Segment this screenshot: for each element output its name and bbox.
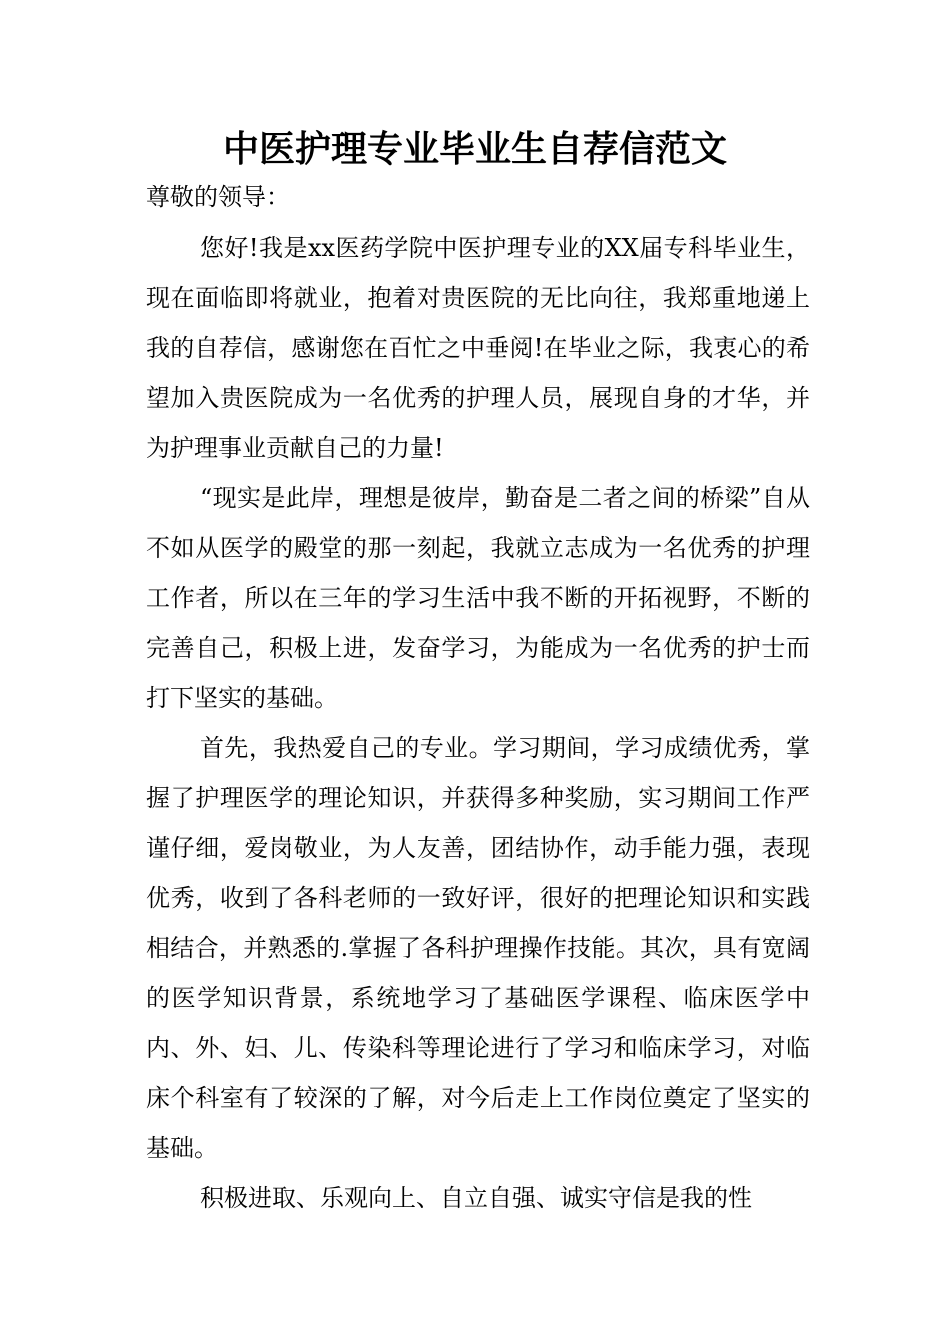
salutation: 尊敬的领导： (146, 183, 290, 211)
paragraph-greeting: 您好!我是xx医药学院中医护理专业的XX届专科毕业生，现在面临即将就业，抱着对贵医院的无比向往，我郑重地递上我的自荐信，感谢您在百忙之中垂阅!在毕业之际，我衷心的希望加入贵医院成为一名优秀的护理人员，展现自身的才华，并为护理事业贡献自己的力量! (146, 234, 810, 462)
paragraph-character: 积极进取、乐观向上、自立自强、诚实守信是我的性 (200, 1184, 752, 1212)
letter-body (146, 223, 810, 1223)
paragraph-motivation: “现实是此岸，理想是彼岸，勤奋是二者之间的桥梁”自从不如从医学的殿堂的那一刻起，我就立志成为一名优秀的护理工作者，所以在三年的学习生活中我不断的开拓视野，不断的完善自己，积极上进，发奋学习，为能成为一名优秀的护士而打下坚实的基础。 (146, 484, 810, 712)
paragraph-qualifications: 首先，我热爱自己的专业。学习期间，学习成绩优秀，掌握了护理医学的理论知识，并获得多种奖励，实习期间工作严谨仔细，爱岗敬业，为人友善，团结协作，动手能力强，表现优秀，收到了各科老师的一致好评，很好的把理论知识和实践相结合，并熟悉的.掌握了各科护理操作技能。其次，具有宽阔的医学知识背景，系统地学习了基础医学课程、临床医学中内、外、妇、儿、传染科等理论进行了学习和临床学习，对临床个科室有了较深的了解，对今后走上工作岗位奠定了坚实的基础。 (146, 734, 810, 1162)
document-title: 中医护理专业毕业生自荐信范文 (222, 129, 727, 170)
